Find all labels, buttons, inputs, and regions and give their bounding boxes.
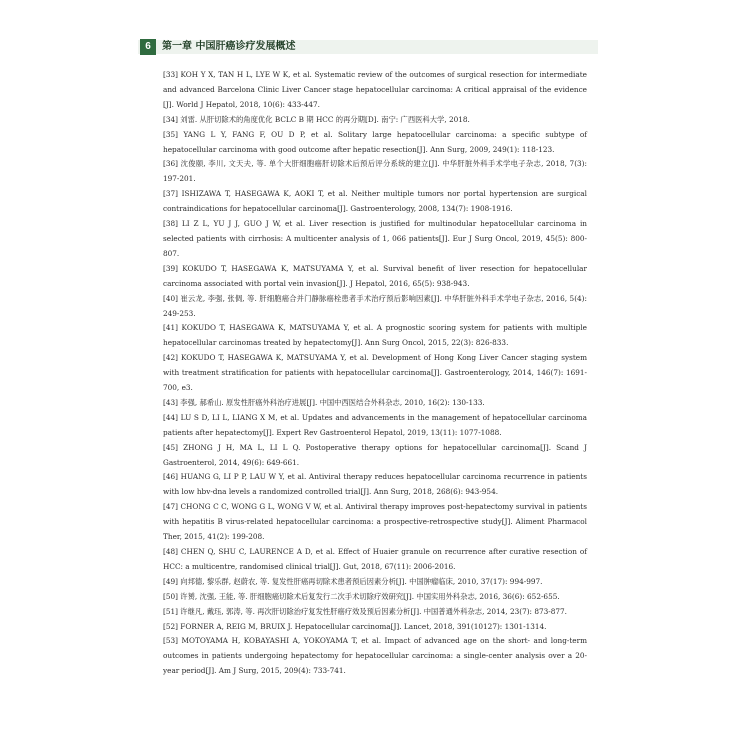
reference-list [163,68,587,679]
reference-entry: [53] MOTOYAMA H, KOBAYASHI A, YOKOYAMA T, et al. Impact of advanced age on the short- and long-term outcomes in patients undergoing hepatectomy for hepatocellular carcinoma: a single-center analysis over a 20-year period[J]. Am J Surg, 2015, 209(4): 733-741. [163,636,587,676]
reference-entry: [43] 李强, 郝希山. 原发性肝癌外科治疗进展[J]. 中国中西医结合外科杂志, 2010, 16(2): 130-133. [163,397,485,407]
reference-entry: [52] FORNER A, REIG M, BRUIX J. Hepatocellular carcinoma[J]. Lancet, 2018, 391(10127): 1301-1314. [163,621,547,631]
reference-entry: [49] 向邦德, 黎乐群, 赵蔚农, 等. 复发性肝癌再切除术患者预后因素分析[J]. 中国肿瘤临床, 2010, 37(17): 994-997. [163,576,543,586]
reference-entry: [42] KOKUDO T, HASEGAWA K, MATSUYAMA Y, et al. Development of Hong Kong Liver Cancer staging system with treatment stratification for patients with hepatocellular carcinoma[J]. Gastroenterology, 2014, 146(7): 1691-700, e3. [163,353,587,393]
chapter-title: 第一章 中国肝癌诊疗发展概述 [162,41,296,52]
reference-entry: [38] LI Z L, YU J J, GUO J W, et al. Liver resection is justified for multinodular hepatocellular carcinoma in selected patients with cirrhosis: A multicenter analysis of 1, 066 patients[J]. Eur J Surg Oncol, 2019, 45(5): 800-807. [163,219,587,258]
reference-entry: [40] 崔云龙, 李强, 张倜, 等. 肝细胞癌合并门静脉癌栓患者手术治疗预后影响因素[J]. 中华肝脏外科手术学电子杂志, 2016, 5(4): 249-253. [163,293,587,318]
reference-entry: [47] CHONG C C, WONG G L, WONG V W, et al. Antiviral therapy improves post-hepatectomy survival in patients with hepatitis B virus-related hepatocellular carcinoma: a prospective-retrospective study[J]. Aliment Pharmacol Ther, 2015, 41(2): 199-208. [163,502,587,542]
reference-entry: [37] ISHIZAWA T, HASEGAWA K, AOKI T, et al. Neither multiple tumors nor portal hypertension are surgical contraindications for hepatocellular carcinoma[J]. Gastroenterology, 2008, 134(7): 1908-1916. [163,189,587,214]
reference-entry: [44] LU S D, LI L, LIANG X M, et al. Updates and advancements in the management of hepatocellular carcinoma patients after hepatectomy[J]. Expert Rev Gastroenterol Hepatol, 2019, 13(11): 1077-1088. [163,412,587,437]
reference-entry: [48] CHEN Q, SHU C, LAURENCE A D, et al. Effect of Huaier granule on recurrence after curative resection of HCC: a multicentre, randomised clinical trial[J]. Gut, 2018, 67(11): 2006-2016. [163,547,587,571]
reference-entry: [34] 刘雷. 从肝切除术的角度优化 BCLC B 期 HCC 的再分期[D]. 南宁: 广西医科大学, 2018. [163,114,470,124]
reference-entry: [39] KOKUDO T, HASEGAWA K, MATSUYAMA Y, et al. Survival benefit of liver resection for hepatocellular carcinoma associated with portal vein invasion[J]. J Hepatol, 2016, 65(5): 938-943. [163,263,587,288]
reference-entry: [33] KOH Y X, TAN H L, LYE W K, et al. Systematic review of the outcomes of surgical resection for intermediate and advanced Barcelona Clinic Liver Cancer stage hepatocellular carcinoma: A critical appraisal of the evidence [J]. World J Hepatol, 2018, 10(6): 433-447. [163,70,587,109]
reference-entry: [41] KOKUDO T, HASEGAWA K, MATSUYAMA Y, et al. A prognostic scoring system for patients with multiple hepatocellular carcinomas treated by hepatectomy[J]. Ann Surg Oncol, 2015, 22(3): 826-833. [163,323,587,348]
reference-entry: [50] 许赟, 沈强, 王能, 等. 肝细胞癌切除术后复发行二次手术切除疗效研究[J]. 中国实用外科杂志, 2016, 36(6): 652-655. [163,591,560,601]
page-number: 6 [140,39,156,55]
reference-entry: [35] YANG L Y, FANG F, OU D P, et al. Solitary large hepatocellular carcinoma: a specific subtype of hepatocellular carcinoma with good outcome after hepatic resection[J]. Ann Surg, 2009, 249(1): 118-123. [163,129,587,154]
reference-entry: [51] 许继凡, 戴珏, 郭涛, 等. 再次肝切除治疗复发性肝癌疗效及预后因素分析[J]. 中国普通外科杂志, 2014, 23(7): 873-877. [163,606,567,616]
reference-entry: [46] HUANG G, LI P P, LAU W Y, et al. Antiviral therapy reduces hepatocellular carcinoma recurrence in patients with low hbv-dna levels a randomized controlled trial[J]. Ann Surg, 2018, 268(6): 943-954. [163,472,587,497]
reference-entry: [36] 沈俊颐, 李川, 文天夫, 等. 单个大肝细胞癌肝切除术后预后评分系统的建立[J]. 中华肝脏外科手术学电子杂志, 2018, 7(3): 197-201. [163,159,587,184]
reference-entry: [45] ZHONG J H, MA L, LI L Q. Postoperative therapy options for hepatocellular carcinoma[J]. Scand J Gastroenterol, 2014, 49(6): 649-661. [163,442,587,467]
